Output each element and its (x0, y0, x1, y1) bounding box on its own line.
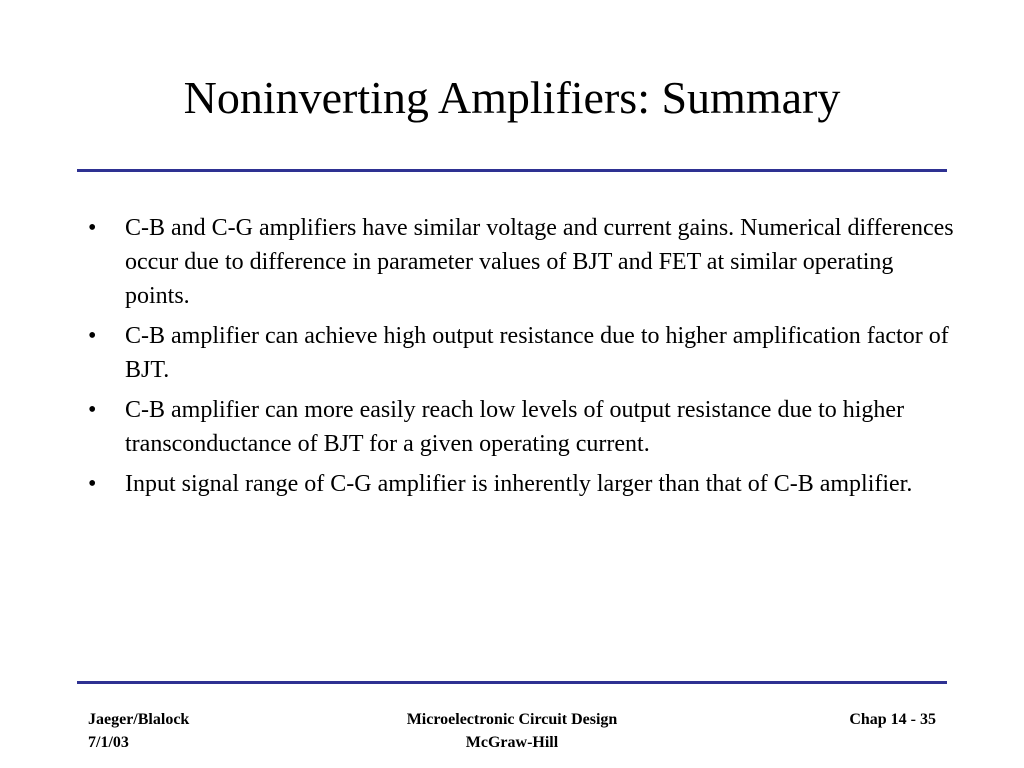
bullet-marker: • (88, 471, 97, 497)
footer-center (312, 708, 712, 754)
footer-divider (77, 681, 947, 684)
bullet-text: Input signal range of C-G amplifier is inherently larger than that of C-B amplifier. (125, 471, 913, 497)
bullet-text: C-B and C-G amplifiers have similar voltage and current gains. Numerical differences occur due to difference in parameter values of BJT and FET at similar operating points. (125, 215, 954, 309)
footer-date: 7/1/03 (88, 734, 129, 751)
footer-left (88, 708, 189, 754)
bullet-text: C-B amplifier can more easily reach low levels of output resistance due to higher transconductance of BJT for a given operating current. (125, 397, 905, 457)
bullet-marker: • (88, 323, 97, 349)
bullet-list (88, 211, 958, 507)
footer-book-title: Microelectronic Circuit Design (406, 711, 618, 728)
title-divider (77, 169, 947, 172)
bullet-item (88, 467, 958, 501)
bullet-text: C-B amplifier can achieve high output resistance due to higher amplification factor of BJT. (125, 323, 949, 383)
footer-authors: Jaeger/Blalock (88, 711, 190, 728)
footer-page-label: Chap 14 - 35 (849, 711, 936, 728)
bullet-marker: • (88, 397, 97, 423)
footer-right (849, 708, 936, 731)
bullet-item (88, 319, 958, 387)
bullet-marker: • (88, 215, 97, 241)
footer-publisher: McGraw-Hill (465, 734, 559, 751)
bullet-item (88, 393, 958, 461)
bullet-item (88, 211, 958, 313)
slide-title: Noninverting Amplifiers: Summary (183, 72, 841, 123)
